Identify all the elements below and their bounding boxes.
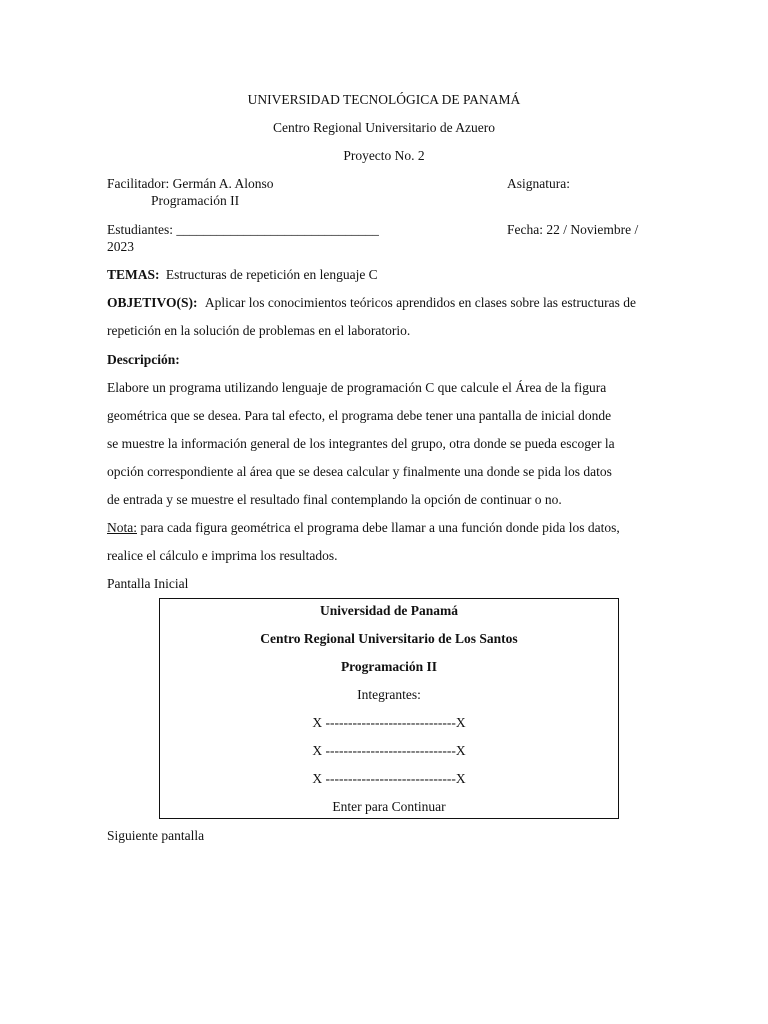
box-member-line: X -----------------------------X [312,715,466,730]
date-year: 2023 [107,239,134,254]
objective-text-1: Aplicar los conocimientos teóricos aprendidos en clases sobre las estructuras de [204,295,636,310]
description-line: Elabore un programa utilizando lenguaje de programación C que calcule el Área de la figura [107,380,607,395]
description-heading: Descripción: [107,352,180,367]
box-center: Centro Regional Universitario de Los Santos [260,631,518,646]
description-line: opción correspondiente al área que se desea calcular y finalmente una donde se pida los datos [107,464,612,479]
project-number: Proyecto No. 2 [343,148,425,163]
university-title: UNIVERSIDAD TECNOLÓGICA DE PANAMÁ [247,92,521,107]
description-line: de entrada y se muestre el resultado final contemplando la opción de continuar o no. [107,492,562,507]
initial-screen-caption: Pantalla Inicial [107,576,189,591]
objective-label: OBJETIVO(S): [107,295,198,310]
facilitator: Facilitador: Germán A. Alonso [107,176,274,191]
topics-value: Estructuras de repetición en lenguaje C [165,267,378,282]
note-text-2: realice el cálculo e imprima los resultados. [107,548,338,563]
description-line: geométrica que se desea. Para tal efecto, el programa debe tener una pantalla de inicial donde [107,408,612,423]
topics-label: TEMAS: [107,267,160,282]
box-member-line: X -----------------------------X [312,743,466,758]
subject-label: Asignatura: [507,176,570,191]
students-line: Estudiantes: ______________________________ [107,222,379,237]
description-line: se muestre la información general de los integrantes del grupo, otra donde se pueda escoger la [107,436,615,451]
note-label: Nota: [107,520,137,535]
subject-value: Programación II [151,193,240,208]
initial-screen-box [159,598,619,819]
box-member-line: X -----------------------------X [312,771,466,786]
topics-line [107,267,378,283]
box-course: Programación II [340,659,438,674]
regional-center: Centro Regional Universitario de Azuero [273,120,495,135]
objective-line [107,295,636,311]
note-text-1: para cada figura geométrica el programa debe llamar a una función donde pida los datos, [137,520,620,535]
box-members-label: Integrantes: [357,687,421,702]
next-screen-caption: Siguiente pantalla [107,828,205,843]
date-label: Fecha: 22 / Noviembre / [507,222,639,237]
objective-text-2: repetición en la solución de problemas en el laboratorio. [107,323,411,338]
box-university: Universidad de Panamá [319,603,458,618]
box-continue: Enter para Continuar [332,799,446,814]
note-line [107,520,620,536]
